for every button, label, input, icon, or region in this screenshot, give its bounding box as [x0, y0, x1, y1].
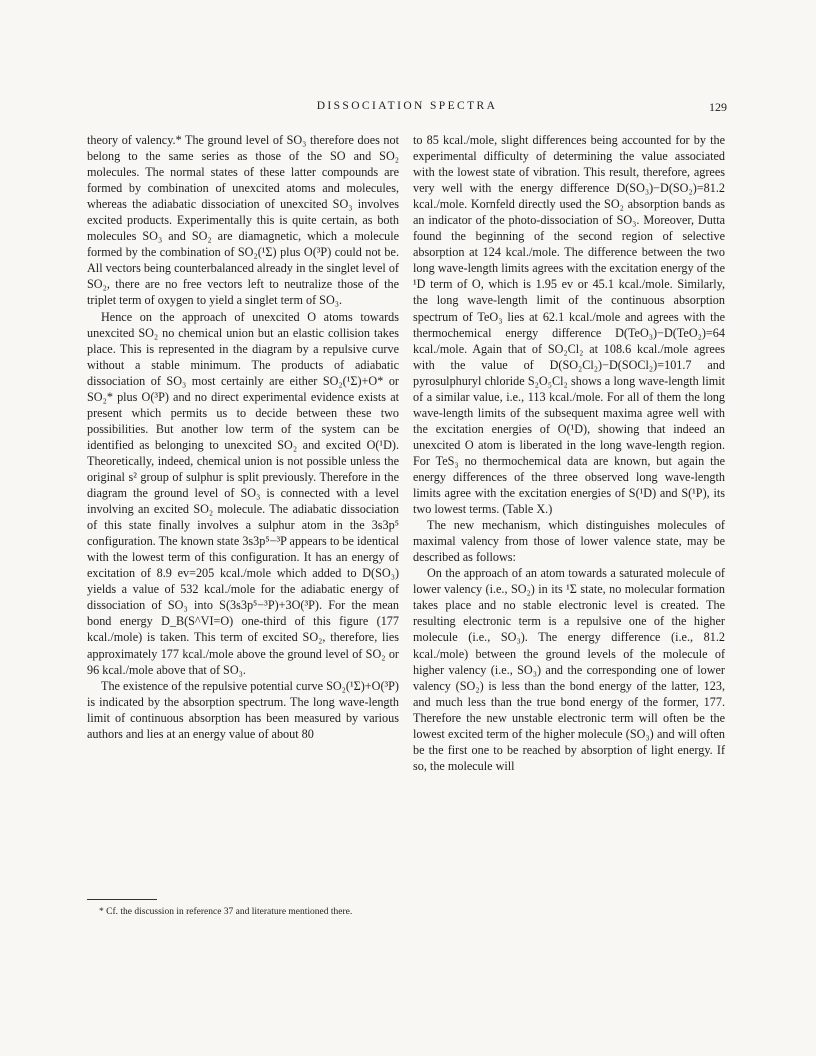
right-paragraph-3: On the approach of an atom towards a saturated molecule of lower valency (i.e., SO₂) in its ¹Σ state, no molecular formation takes place and no stable electronic level is created. The resulting electronic term is a repulsive one of the higher molecule (i.e., SO₃). The energy difference (i.e., 81.2 kcal./mole) between the ground levels of the molecule of higher valency (i.e., SO₃) and the corresponding one of lower valency (SO₂) is less than the bond energy of the latter, 123, and much less than the true bond energy of the former, 177. Therefore the new unstable electronic term will often be the lowest excited term of the higher molecule (SO₃) and will often be the first one to be reached by absorption of light energy. If so, the molecule will	[413, 566, 725, 773]
left-column	[87, 132, 399, 742]
left-paragraph-1: theory of valency.* The ground level of SO₃ therefore does not belong to the same series as those of the SO and SO₂ molecules. The normal states of these latter compounds are formed by combination of unexcited atoms and molecules, whereas the adiabatic dissociation of unexcited SO₃ involves excited products. Experimentally this is quite certain, as both molecules SO₃ and SO₂ are diamagnetic, which a molecule formed by the combination of SO₂(¹Σ) plus O(³P) could not be. All vectors being counterbalanced already in the singlet level of SO₂, there are no free vectors left to neutralize those of the triplet term of oxygen to yield a singlet term of SO₃.	[87, 133, 399, 308]
page-header	[87, 100, 727, 118]
right-column	[413, 132, 725, 774]
right-paragraph-2: The new mechanism, which distinguishes molecules of maximal valency from those of lower valence state, may be described as follows:	[413, 518, 725, 565]
right-paragraph-1: to 85 kcal./mole, slight differences being accounted for by the experimental difficulty of determining the value associated with the lowest state of vibration. This result, therefore, agrees very well with the energy difference D(SO₃)−D(SO₂)=81.2 kcal./mole. Kornfeld directly used the SO₂ absorption bands as an indicator of the photo-dissociation of SO₃. Moreover, Dutta found the beginning of the second region of selective absorption at 124 kcal./mole. The difference between the two long wave-length limits agrees with the excitation energy of the ¹D term of O, which is 1.95 ev or 45.1 kcal./mole. Similarly, the long wave-length limit of the continuous absorption spectrum of TeO₃ lies at 62.1 kcal./mole and agrees with the thermochemical energy difference D(TeO₃)−D(TeO₂)=64 kcal./mole. Again that of SO₂Cl₂ at 108.6 kcal./mole agrees with the value of D(SO₂Cl₂)−D(SOCl₂)=101.7 and pyrosulphuryl chloride S₂O₅Cl₂ shows a long wave-length limit of a similar value, i.e., 113 kcal./mole. For all of them the long wave-length limits of the subsequent maxima agree well with the excitation energies of O(¹D), showing that indeed an unexcited O atom is liberated in the long wave-length region. For TeS₃ no thermochemical data are known, but again the energy differences of the three observed long wave-length limits agree with the excitation energies of S(¹D) and S(¹P), its two lowest terms. (Table X.)	[413, 133, 725, 517]
left-paragraph-2: Hence on the approach of unexcited O atoms towards unexcited SO₂ no chemical union but an elastic collision takes place. This is represented in the diagram by a repulsive curve without a stable minimum. The products of adiabatic dissociation of SO₃ most certainly are either SO₂(¹Σ)+O* or SO₂* plus O(³P) and no direct experimental evidence exists at present which permits us to decide between these two possibilities. But another low term of the system can be identified as belonging to unexcited SO₂ and excited O(¹D). Theoretically, indeed, chemical union is not possible unless the original s² group of sulphur is split previously. Therefore in the diagram the ground level of SO₃ is connected with a level involving an excited SO₂ molecule. The adiabatic dissociation of this state finally involves a sulphur atom in the 3s3p⁵ configuration. The known state 3s3p⁵−³P appears to be identical with the lowest term of this configuration. It has an energy of excitation of 8.9 ev=205 kcal./mole which added to D(SO₃) yields a value of 532 kcal./mole for the adiabatic energy of dissociation of SO₃ into S(3s3p⁵−³P)+3O(³P). For the mean bond energy D_B(S^VI=O) one-third of this figure (177 kcal./mole) is taken. This term of excited SO₂, therefore, lies approximately 177 kcal./mole above the ground level of SO₂ or 96 kcal./mole above that of SO₃.	[87, 309, 399, 677]
footnote: * Cf. the discussion in reference 37 and literature mentioned there.	[99, 907, 353, 917]
running-head: DISSOCIATION SPECTRA	[316, 100, 498, 112]
left-paragraph-3: The existence of the repulsive potential curve SO₂(¹Σ)+O(³P) is indicated by the absorption spectrum. The long wave-length limit of continuous absorption has been measured by various authors and lies at an energy value of about 80	[87, 678, 399, 741]
page-number: 129	[709, 100, 727, 114]
footnote-divider	[87, 899, 157, 900]
